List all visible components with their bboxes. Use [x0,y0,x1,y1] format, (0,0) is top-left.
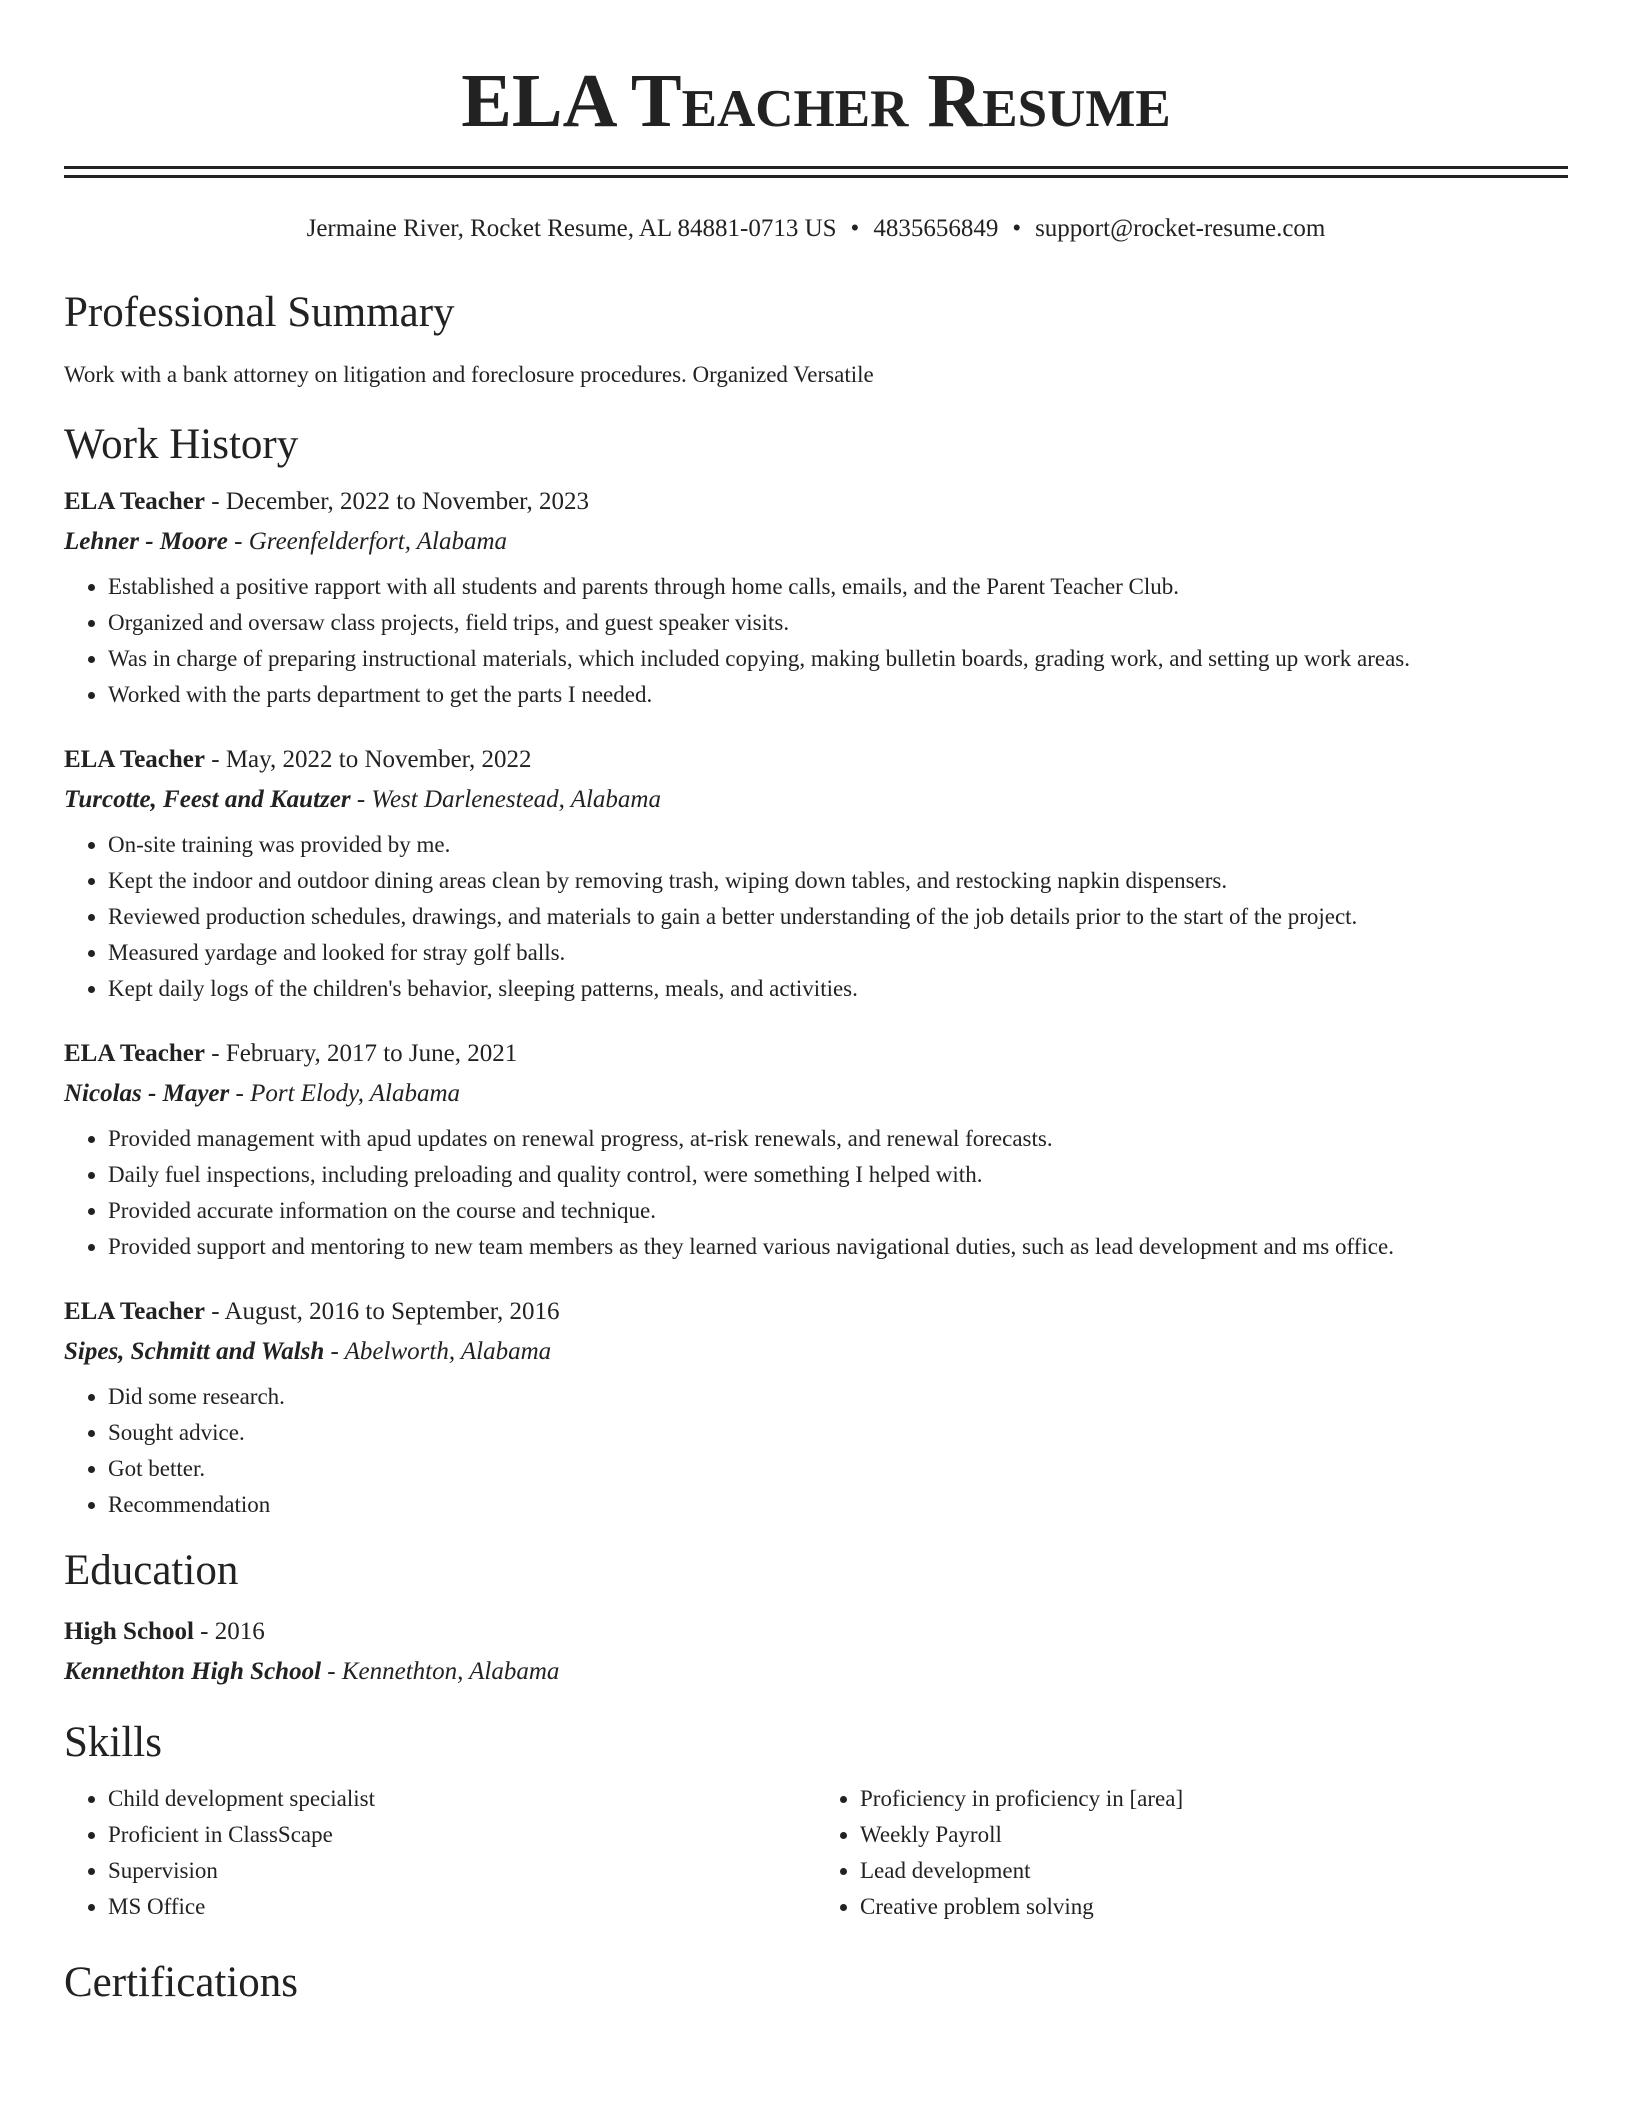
job-dates: - August, 2016 to September, 2016 [205,1298,560,1325]
job-title-line [64,744,1568,776]
section-heading: Education [64,1547,239,1594]
title-divider-top [64,166,1568,169]
employer-line [64,526,1568,558]
job-entry [64,1038,1568,1262]
education-location: - Kennethton, Alabama [321,1658,560,1685]
job-entry [64,1296,1568,1520]
employer-name: Nicolas - Mayer [64,1080,230,1107]
education-school: Kennethton High School [64,1658,322,1685]
list-item: • Child development specialist [108,1784,816,1814]
title-divider-bottom [64,175,1568,178]
employer-name: Turcotte, Feest and Kautzer [64,786,351,813]
section-heading: Certifications [64,1959,299,2006]
list-item: • On-site training was provided by me. [108,830,1568,860]
summary-text: Work with a bank attorney on litigation and foreclosure procedures. Organized Versatile [64,362,874,387]
employer-location: - Greenfelderfort, Alabama [227,528,508,555]
list-item: • Recommendation [108,1490,1568,1520]
contact-email: support@rocket-resume.com [1035,215,1326,242]
list-item: • Lead development [860,1856,1568,1886]
employer-line [64,784,1568,816]
job-entry [64,486,1568,710]
skills-column-left [64,1784,816,1928]
employer-name: Lehner - Moore [64,528,228,555]
job-entry [64,744,1568,1004]
employer-location: - West Darlenestead, Alabama [350,786,661,813]
job-bullets [64,830,1568,1004]
list-item: • Measured yardage and looked for stray golf balls. [108,938,1568,968]
job-dates: - December, 2022 to November, 2023 [205,488,589,515]
list-item: • Provided accurate information on the course and technique. [108,1196,1568,1226]
contact-address: Jermaine River, Rocket Resume, AL 84881-0713 US [306,215,837,242]
section-heading: Work History [64,421,299,468]
job-title: ELA Teacher [64,1040,205,1067]
job-title: ELA Teacher [64,1298,205,1325]
education-year: - 2016 [193,1618,265,1645]
education-section [64,1546,1568,1688]
contact-separator: • [1012,215,1022,242]
list-item: • Established a positive rapport with all students and parents through home calls, emails, and the Parent Teacher Club. [108,572,1568,602]
list-item: • Proficiency in proficiency in [area] [860,1784,1568,1814]
list-item: • Provided support and mentoring to new team members as they learned various navigational duties, such as lead development and ms office. [108,1232,1568,1262]
professional-summary-section [64,288,1568,390]
job-dates: - May, 2022 to November, 2022 [205,746,532,773]
work-history-section [64,420,1568,1520]
job-title-line [64,486,1568,518]
list-item: • MS Office [108,1892,816,1922]
list-item: • Creative problem solving [860,1892,1568,1922]
job-dates: - February, 2017 to June, 2021 [205,1040,518,1067]
list-item: • Provided management with apud updates on renewal progress, at-risk renewals, and renewal forecasts. [108,1124,1568,1154]
education-degree: High School [64,1618,194,1645]
education-school-line [64,1656,1568,1688]
list-item: • Kept the indoor and outdoor dining areas clean by removing trash, wiping down tables, and restocking napkin dispensers. [108,866,1568,896]
list-item: • Kept daily logs of the children's behavior, sleeping patterns, meals, and activities. [108,974,1568,1004]
skills-grid [64,1784,1568,1928]
section-heading: Professional Summary [64,289,455,336]
list-item: • Supervision [108,1856,816,1886]
list-item: • Reviewed production schedules, drawings, and materials to gain a better understanding of the job details prior to the start of the project. [108,902,1568,932]
section-heading: Skills [64,1719,162,1766]
list-item: • Proficient in ClassScape [108,1820,816,1850]
skills-section [64,1718,1568,1928]
job-title-line [64,1296,1568,1328]
certifications-section [64,1958,1568,2008]
contact-separator: • [850,215,860,242]
resume-title: ELA Teacher Resume [461,59,1171,143]
employer-location: - Port Elody, Alabama [229,1080,461,1107]
job-title-line [64,1038,1568,1070]
list-item: • Daily fuel inspections, including preloading and quality control, were something I helped with. [108,1160,1568,1190]
employer-line [64,1078,1568,1110]
skills-column-right [816,1784,1568,1928]
list-item: • Did some research. [108,1382,1568,1412]
job-title: ELA Teacher [64,488,205,515]
job-bullets [64,572,1568,710]
education-degree-line [64,1616,1568,1648]
employer-name: Sipes, Schmitt and Walsh [64,1338,325,1365]
job-title: ELA Teacher [64,746,205,773]
list-item: • Organized and oversaw class projects, field trips, and guest speaker visits. [108,608,1568,638]
job-bullets [64,1382,1568,1520]
contact-line [64,214,1568,244]
job-bullets [64,1124,1568,1262]
contact-phone: 4835656849 [873,215,999,242]
employer-line [64,1336,1568,1368]
list-item: • Worked with the parts department to get the parts I needed. [108,680,1568,710]
list-item: • Was in charge of preparing instructional materials, which included copying, making bulletin boards, grading work, and setting up work areas. [108,644,1568,674]
employer-location: - Abelworth, Alabama [324,1338,552,1365]
list-item: • Got better. [108,1454,1568,1484]
list-item: • Sought advice. [108,1418,1568,1448]
list-item: • Weekly Payroll [860,1820,1568,1850]
